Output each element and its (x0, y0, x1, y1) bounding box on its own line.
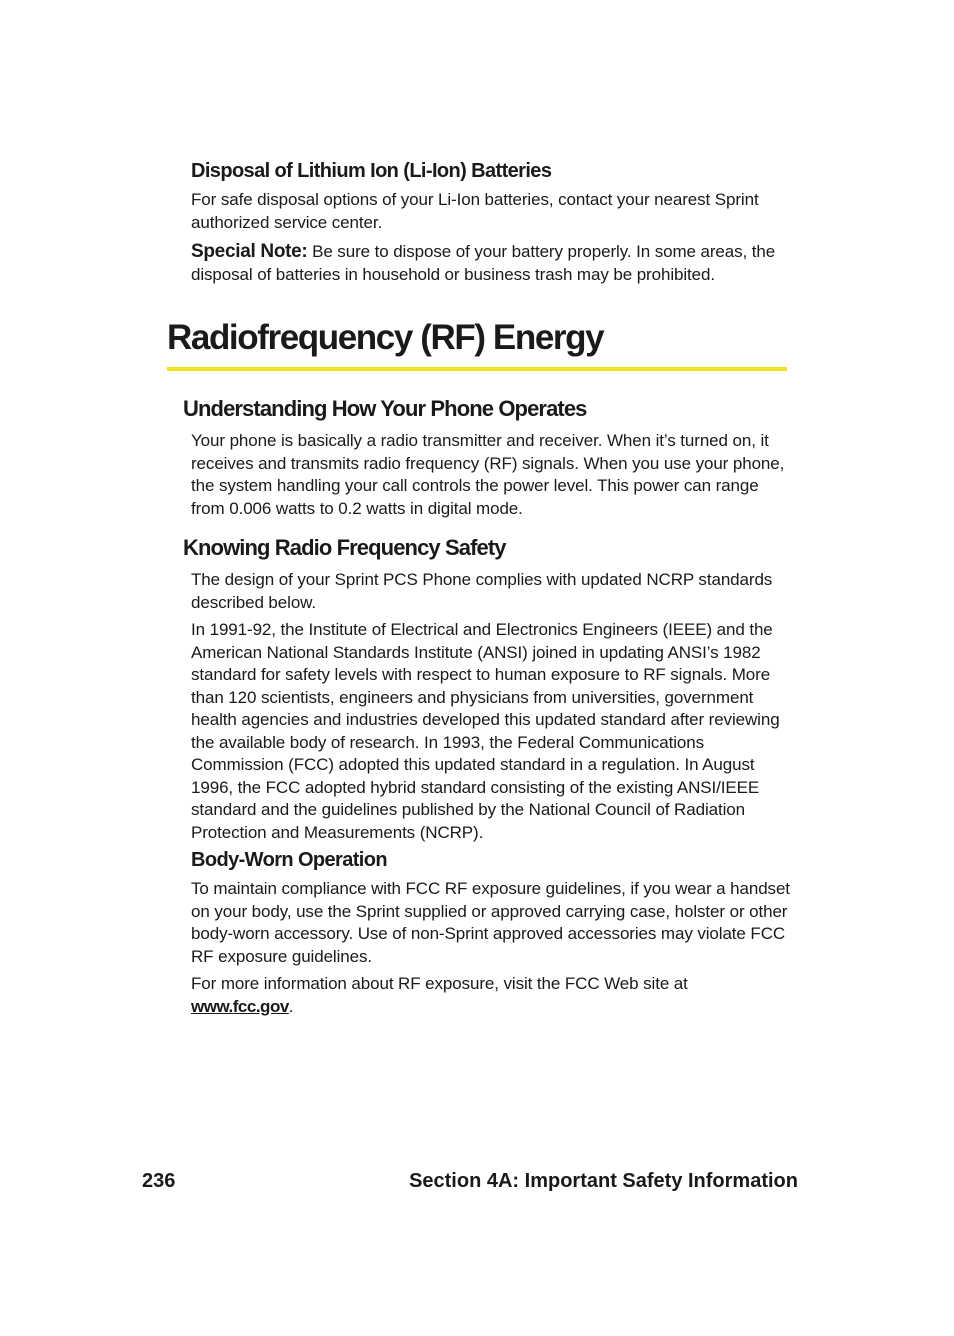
understanding-paragraph: Your phone is basically a radio transmitter and receiver. When it’s turned on, it receives and transmits radio frequency (RF) signals. When you use your phone, the system handling your call controls the power level. This power can range from 0.006 watts to 0.2 watts in digital mode. (191, 431, 785, 518)
body-worn-paragraph-2 (191, 973, 791, 1018)
special-note-text: Be sure to dispose of your battery properly. In some areas, the disposal of batteries in household or business trash may be prohibited. (191, 242, 776, 284)
disposal-paragraph: For safe disposal options of your Li-Ion batteries, contact your nearest Sprint authorized service center. (191, 190, 759, 232)
knowing-heading: Knowing Radio Frequency Safety (183, 535, 506, 560)
body-worn-paragraph-1: To maintain compliance with FCC RF exposure guidelines, if you wear a handset on your body, use the Sprint supplied or approved carrying case, holster or other body-worn accessory. Use of non-Sprint approved accessories may violate FCC RF exposure guidelines. (191, 879, 790, 966)
more-info-text: For more information about RF exposure, visit the FCC Web site at (191, 974, 688, 993)
page-number: 236 (142, 1170, 176, 1192)
knowing-paragraph-1: The design of your Sprint PCS Phone complies with updated NCRP standards described below. (191, 570, 773, 612)
section-footer: Section 4A: Important Safety Information (409, 1170, 798, 1192)
disposal-heading: Disposal of Lithium Ion (Li-Ion) Batteries (191, 160, 552, 182)
special-note-paragraph (191, 241, 791, 286)
special-note-label: Special Note: (191, 241, 308, 262)
fcc-link[interactable]: www.fcc.gov (191, 996, 289, 1016)
page-title: Radiofrequency (RF) Energy (167, 318, 604, 357)
understanding-heading: Understanding How Your Phone Operates (183, 396, 587, 421)
title-underline-rule (167, 367, 787, 371)
link-period: . (288, 996, 294, 1016)
knowing-paragraph-2: In 1991-92, the Institute of Electrical and Electronics Engineers (IEEE) and the American National Standards Institute (ANSI) joined in updating ANSI’s 1982 standard for safety levels with respect to human exposure to RF signals. More than 120 scientists, engineers and physicians from universities, government health agencies and industries developed this updated standard after reviewing the available body of research. In 1993, the Federal Communications Commission (FCC) adopted this updated standard in a regulation. In August 1996, the FCC adopted hybrid standard consisting of the existing ANSI/IEEE standard and the guidelines published by the National Council of Radiation Protection and Measurements (NCRP). (191, 620, 780, 842)
body-worn-heading: Body-Worn Operation (191, 849, 388, 871)
